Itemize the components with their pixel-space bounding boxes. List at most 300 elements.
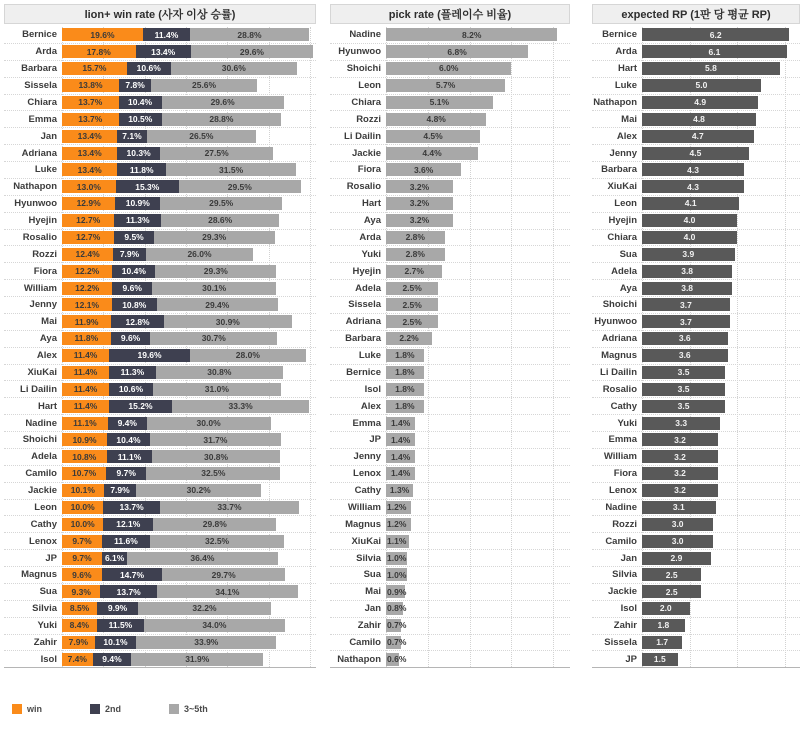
bar[interactable] (386, 147, 478, 160)
bar-segment-win[interactable] (62, 62, 127, 75)
bar-segment-win[interactable] (62, 265, 112, 278)
bar-segment-3~5th[interactable] (150, 535, 284, 548)
bar-value-label: 29.3% (203, 265, 228, 276)
bar[interactable] (386, 484, 413, 497)
legend-swatch-win (12, 704, 22, 714)
bar-row (4, 500, 316, 517)
bar[interactable] (642, 282, 732, 295)
bar-segment-win[interactable] (62, 602, 97, 615)
category-label: Alex (360, 400, 381, 412)
bar-row (4, 601, 316, 618)
bar-segment-2nd[interactable] (115, 197, 160, 210)
legend-item-2nd[interactable] (90, 704, 121, 714)
bar-segment-3~5th[interactable] (171, 62, 297, 75)
bar-value-label: 3.6 (678, 333, 691, 344)
bar-segment-win[interactable] (62, 315, 111, 328)
bar-value-label: 7.1% (122, 130, 142, 141)
category-label: Li Dailin (344, 130, 381, 142)
bar[interactable] (642, 130, 754, 143)
bar[interactable] (642, 265, 732, 278)
bar-row (330, 348, 570, 365)
bar-segment-2nd[interactable] (107, 433, 150, 446)
bar[interactable] (642, 147, 749, 160)
bar-segment-2nd[interactable] (112, 282, 152, 295)
bar-segment-win[interactable] (62, 417, 108, 430)
bar-track (642, 315, 800, 328)
category-label: Nadine (605, 501, 637, 513)
bar-segment-3~5th[interactable] (146, 248, 253, 261)
bar-segment-3~5th[interactable] (131, 653, 263, 666)
bar[interactable] (386, 214, 453, 227)
bar-value-label: 5.1% (429, 97, 449, 108)
bar-row (4, 432, 316, 449)
bar-row (592, 601, 800, 618)
bar-segment-win[interactable] (62, 180, 116, 193)
category-label: Rosalio (346, 181, 381, 193)
bar-value-label: 28.8% (209, 114, 234, 125)
bar-segment-3~5th[interactable] (161, 214, 279, 227)
bar-segment-3~5th[interactable] (147, 130, 256, 143)
bar-segment-win[interactable] (62, 248, 113, 261)
bar-track (386, 535, 570, 548)
bar-segment-2nd[interactable] (93, 653, 132, 666)
bar[interactable] (642, 433, 718, 446)
bar[interactable] (642, 653, 678, 666)
bar-row (330, 381, 570, 398)
bar-segment-win[interactable] (62, 113, 119, 126)
bar-segment-win[interactable] (62, 518, 103, 531)
bar[interactable] (386, 315, 438, 328)
bar-segment-win[interactable] (62, 552, 102, 565)
category-label: Camilo (605, 535, 637, 547)
bar[interactable] (386, 383, 424, 396)
bar-segment-2nd[interactable] (108, 417, 147, 430)
bar-segment-3~5th[interactable] (162, 113, 281, 126)
bar-segment-3~5th[interactable] (153, 383, 281, 396)
bar-segment-win[interactable] (62, 282, 112, 295)
bar-segment-win[interactable] (62, 433, 107, 446)
bar-row (592, 398, 800, 415)
bar-segment-3~5th[interactable] (162, 568, 285, 581)
bar-value-label: 3.8 (681, 265, 694, 276)
category-label: Sissela (24, 80, 57, 92)
bar[interactable] (386, 180, 453, 193)
bar[interactable] (386, 113, 486, 126)
bar-segment-2nd[interactable] (111, 332, 151, 345)
bar-value-label: 3.0 (671, 535, 684, 546)
bar[interactable] (386, 130, 480, 143)
bar-segment-3~5th[interactable] (153, 518, 276, 531)
bar-segment-2nd[interactable] (103, 518, 153, 531)
bar-segment-3~5th[interactable] (166, 163, 296, 176)
bar-track (642, 248, 800, 261)
bar-segment-3~5th[interactable] (190, 349, 306, 362)
win-rate-chart (4, 4, 316, 668)
bar-segment-win[interactable] (62, 366, 109, 379)
bar-segment-3~5th[interactable] (190, 28, 309, 41)
bar-segment-3~5th[interactable] (152, 282, 276, 295)
bar-segment-2nd[interactable] (143, 28, 190, 41)
category-label: XiuKai (351, 535, 381, 547)
bar[interactable] (642, 366, 725, 379)
bar[interactable] (386, 366, 424, 379)
bar-row (330, 213, 570, 230)
bar-value-label: 0.9% (387, 586, 407, 597)
bar[interactable] (386, 585, 405, 598)
category-label: Cathy (354, 485, 381, 497)
bar-segment-win[interactable] (62, 130, 117, 143)
bar-value-label: 29.8% (202, 519, 227, 530)
bar-segment-2nd[interactable] (119, 96, 162, 109)
bar[interactable] (386, 28, 557, 41)
bar-segment-3~5th[interactable] (155, 265, 276, 278)
bar-segment-2nd[interactable] (117, 163, 166, 176)
bar[interactable] (386, 248, 445, 261)
category-label: Nathapon (13, 181, 57, 193)
bar-segment-3~5th[interactable] (152, 450, 279, 463)
bar-value-label: 7.8% (125, 80, 145, 91)
bar-value-label: 32.5% (201, 468, 226, 479)
bar-segment-2nd[interactable] (117, 147, 160, 160)
bar[interactable] (386, 349, 424, 362)
bar[interactable] (386, 653, 407, 666)
category-label: Arda (615, 46, 637, 58)
bar[interactable] (386, 602, 407, 615)
bar-segment-2nd[interactable] (109, 366, 156, 379)
bar-segment-win[interactable] (62, 619, 97, 632)
category-label: Shoichi (22, 434, 57, 446)
bar-value-label: 6.8% (447, 46, 467, 57)
bar-value-label: 13.7% (78, 114, 103, 125)
bar[interactable] (386, 568, 407, 581)
bar-track (386, 163, 570, 176)
bar-segment-win[interactable] (62, 298, 112, 311)
bar-track (62, 79, 316, 92)
category-label: Emma (28, 113, 57, 125)
bar-segment-3~5th[interactable] (150, 433, 281, 446)
bar[interactable] (386, 552, 407, 565)
category-label: Li Dailin (20, 383, 57, 395)
bar-track (62, 197, 316, 210)
category-label: Jackie (27, 485, 57, 497)
bar-segment-win[interactable] (62, 585, 100, 598)
bar[interactable] (642, 585, 701, 598)
bar-row (330, 314, 570, 331)
bar-segment-win[interactable] (62, 450, 107, 463)
bar-segment-win[interactable] (62, 535, 102, 548)
bar-row (592, 365, 800, 382)
bar[interactable] (386, 79, 505, 92)
bar-row (4, 246, 316, 263)
category-label: Alex (36, 350, 57, 362)
bar[interactable] (386, 96, 493, 109)
bar-segment-3~5th[interactable] (157, 585, 298, 598)
bar-segment-win[interactable] (62, 636, 95, 649)
bar[interactable] (642, 501, 716, 514)
bar-value-label: 29.4% (205, 299, 230, 310)
bar-segment-2nd[interactable] (109, 349, 190, 362)
category-label: Chiara (351, 96, 381, 108)
bar[interactable] (386, 467, 415, 480)
bar-segment-3~5th[interactable] (146, 467, 280, 480)
bar[interactable] (642, 450, 718, 463)
bar-segment-win[interactable] (62, 501, 103, 514)
bar-row (330, 78, 570, 95)
bar[interactable] (386, 417, 415, 430)
bar[interactable] (386, 282, 438, 295)
bar[interactable] (642, 62, 780, 75)
bar-segment-2nd[interactable] (127, 62, 171, 75)
legend-item-win[interactable] (12, 704, 42, 714)
bar-segment-2nd[interactable] (102, 568, 163, 581)
bar-segment-3~5th[interactable] (164, 315, 292, 328)
bar-track (642, 282, 800, 295)
bar-value-label: 1.8% (395, 350, 415, 361)
bar[interactable] (642, 163, 744, 176)
bar-segment-2nd[interactable] (109, 400, 172, 413)
bar[interactable] (386, 518, 411, 531)
bar-segment-win[interactable] (62, 467, 106, 480)
bar-segment-win[interactable] (62, 79, 119, 92)
bar-segment-win[interactable] (62, 332, 111, 345)
bar[interactable] (642, 79, 761, 92)
bar-segment-2nd[interactable] (107, 450, 153, 463)
bar-segment-3~5th[interactable] (191, 45, 313, 58)
bar[interactable] (642, 45, 787, 58)
bar[interactable] (642, 518, 713, 531)
bar-row (4, 61, 316, 78)
bar-segment-2nd[interactable] (119, 113, 162, 126)
bar[interactable] (386, 45, 528, 58)
bar-value-label: 13.7% (116, 586, 141, 597)
bar-segment-2nd[interactable] (97, 619, 144, 632)
bar[interactable] (386, 400, 424, 413)
bar-segment-3~5th[interactable] (160, 197, 282, 210)
category-label: Rosalio (602, 383, 637, 395)
bar-value-label: 3.1 (672, 502, 685, 513)
bar-track (62, 535, 316, 548)
bar-track (62, 180, 316, 193)
bar[interactable] (642, 484, 718, 497)
bar-track (386, 400, 570, 413)
bar[interactable] (642, 467, 718, 480)
bar-segment-3~5th[interactable] (127, 552, 277, 565)
bar-segment-2nd[interactable] (112, 298, 157, 311)
bar[interactable] (642, 602, 690, 615)
bar-segment-win[interactable] (62, 197, 115, 210)
bar-value-label: 1.3% (389, 485, 410, 496)
bar-segment-win[interactable] (62, 28, 143, 41)
category-label: Bernice (22, 29, 57, 41)
bar-segment-2nd[interactable] (103, 501, 160, 514)
bar-value-label: 12.7% (76, 215, 101, 226)
bar[interactable] (642, 28, 789, 41)
bar-segment-2nd[interactable] (136, 45, 191, 58)
bar-segment-2nd[interactable] (113, 248, 146, 261)
bar-value-label: 6.1% (104, 552, 125, 563)
category-label: Hart (37, 400, 57, 412)
bar[interactable] (642, 400, 725, 413)
bar[interactable] (642, 636, 682, 649)
bar[interactable] (386, 265, 442, 278)
category-label: Jackie (351, 147, 381, 159)
bar-segment-3~5th[interactable] (154, 231, 275, 244)
bar-segment-3~5th[interactable] (160, 501, 299, 514)
bar-segment-3~5th[interactable] (160, 147, 274, 160)
bar[interactable] (642, 197, 739, 210)
bar[interactable] (642, 383, 725, 396)
bar-segment-2nd[interactable] (106, 467, 146, 480)
bar-value-label: 7.4% (67, 654, 87, 665)
bar-segment-3~5th[interactable] (150, 332, 277, 345)
bar-value-label: 3.9 (682, 249, 695, 260)
bar-value-label: 3.2 (674, 434, 686, 445)
bar-segment-2nd[interactable] (117, 130, 146, 143)
bar[interactable] (386, 62, 511, 75)
bar-segment-win[interactable] (62, 96, 119, 109)
bar-value-label: 10.1% (103, 637, 128, 648)
bar-track (642, 366, 800, 379)
bar-value-label: 4.1 (684, 198, 697, 209)
legend-item-3-5th[interactable] (169, 704, 208, 714)
category-label: Hyunwoo (594, 316, 637, 328)
bar-segment-3~5th[interactable] (157, 298, 278, 311)
bar-segment-3~5th[interactable] (147, 417, 271, 430)
bar[interactable] (642, 568, 701, 581)
category-label: XiuKai (27, 366, 57, 378)
bar-track (642, 535, 800, 548)
bar-segment-3~5th[interactable] (136, 636, 276, 649)
bar-segment-win[interactable] (62, 349, 109, 362)
bar-segment-2nd[interactable] (102, 535, 150, 548)
bar-segment-3~5th[interactable] (179, 180, 301, 193)
bar-track (62, 349, 316, 362)
bar-segment-2nd[interactable] (112, 265, 155, 278)
bar[interactable] (386, 501, 411, 514)
bar[interactable] (642, 332, 728, 345)
bar[interactable] (642, 214, 737, 227)
bar-segment-win[interactable] (62, 568, 102, 581)
bar-value-label: 29.3% (202, 232, 227, 243)
category-label: JP (625, 653, 637, 665)
bar-segment-win[interactable] (62, 653, 93, 666)
bar[interactable] (386, 163, 461, 176)
bar-value-label: 13.4% (77, 130, 102, 141)
bar-value-label: 12.4% (75, 249, 100, 260)
category-label: Sua (619, 248, 637, 260)
bar-segment-2nd[interactable] (111, 315, 164, 328)
bar-value-label: 1.4% (390, 468, 411, 479)
bar-value-label: 3.0 (671, 519, 684, 530)
bar-segment-2nd[interactable] (100, 585, 157, 598)
bar-segment-win[interactable] (62, 400, 109, 413)
bar-segment-2nd[interactable] (95, 636, 137, 649)
bar-segment-3~5th[interactable] (151, 79, 257, 92)
bar-segment-3~5th[interactable] (144, 619, 284, 632)
bar-segment-win[interactable] (62, 163, 117, 176)
bar[interactable] (642, 113, 756, 126)
bar-segment-2nd[interactable] (114, 231, 153, 244)
bar[interactable] (642, 96, 758, 109)
bar-segment-win[interactable] (62, 484, 104, 497)
bar[interactable] (386, 433, 415, 446)
bar-track (62, 214, 316, 227)
bar[interactable] (386, 332, 432, 345)
bar-value-label: 34.0% (202, 620, 227, 631)
bar-segment-2nd[interactable] (97, 602, 138, 615)
bar[interactable] (642, 417, 720, 430)
bar-segment-3~5th[interactable] (138, 602, 271, 615)
bar-track (386, 653, 570, 666)
bar-segment-2nd[interactable] (102, 552, 127, 565)
bar-value-label: 26.5% (189, 130, 214, 141)
bar[interactable] (386, 450, 415, 463)
bar-value-label: 11.3% (120, 367, 145, 378)
bar-segment-win[interactable] (62, 383, 109, 396)
category-label: Rozzi (612, 518, 637, 530)
bar-segment-3~5th[interactable] (162, 96, 284, 109)
bar-row (592, 145, 800, 162)
bar[interactable] (386, 619, 407, 632)
bar-segment-2nd[interactable] (114, 214, 161, 227)
bar-track (642, 585, 800, 598)
bar-value-label: 1.2% (387, 502, 407, 513)
bar[interactable] (642, 619, 685, 632)
bar[interactable] (386, 636, 407, 649)
bar-row (592, 280, 800, 297)
bar-segment-win[interactable] (62, 147, 117, 160)
bar-segment-win[interactable] (62, 231, 114, 244)
bar[interactable] (642, 298, 730, 311)
bar[interactable] (386, 197, 453, 210)
bar[interactable] (642, 349, 728, 362)
category-label: Leon (358, 80, 381, 92)
bar[interactable] (386, 231, 445, 244)
bar-value-label: 3.2 (674, 468, 686, 479)
bar-segment-2nd[interactable] (109, 383, 153, 396)
category-label: Isol (364, 383, 381, 395)
bar[interactable] (386, 298, 438, 311)
bar[interactable] (642, 248, 735, 261)
bar-value-label: 9.5% (124, 232, 144, 243)
expected-rp-chart-plot (592, 27, 800, 668)
bar-track (386, 619, 570, 632)
bar-value-label: 29.5% (227, 181, 252, 192)
category-label: Nathapon (337, 653, 381, 665)
bar-value-label: 11.4% (73, 350, 98, 361)
bar-value-label: 13.4% (77, 164, 102, 175)
bar[interactable] (642, 315, 730, 328)
bar-segment-2nd[interactable] (104, 484, 137, 497)
bar-segment-2nd[interactable] (119, 79, 151, 92)
bar[interactable] (642, 231, 737, 244)
bar-segment-win[interactable] (62, 214, 114, 227)
bar[interactable] (386, 535, 409, 548)
bar[interactable] (642, 180, 744, 193)
bar-segment-3~5th[interactable] (172, 400, 310, 413)
bar-segment-3~5th[interactable] (156, 366, 283, 379)
bar-value-label: 4.8 (693, 114, 705, 125)
bar[interactable] (642, 552, 711, 565)
bar-track (62, 28, 316, 41)
bar-row (4, 280, 316, 297)
bar-segment-3~5th[interactable] (136, 484, 261, 497)
bar-segment-2nd[interactable] (116, 180, 179, 193)
category-label: Camilo (25, 468, 57, 480)
category-label: Nadine (349, 29, 381, 41)
bar-segment-win[interactable] (62, 45, 136, 58)
bar[interactable] (642, 535, 713, 548)
